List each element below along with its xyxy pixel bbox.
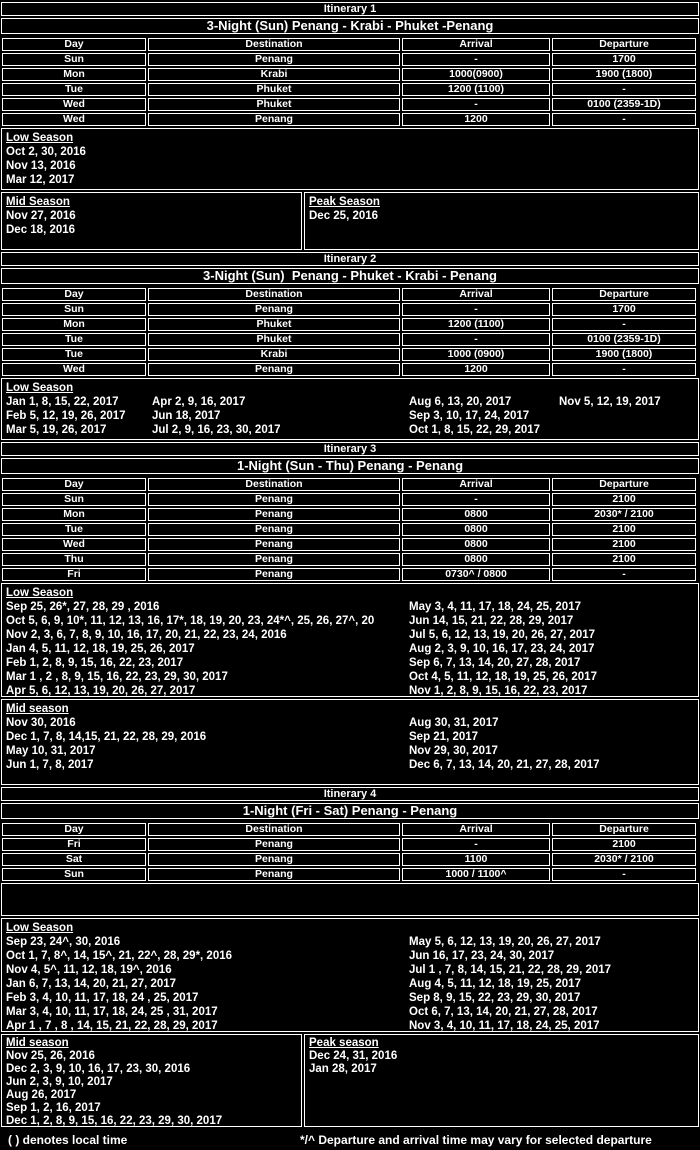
table-row	[2, 568, 696, 581]
peak-season-dates	[309, 209, 380, 223]
column-header-cell: Arrival	[402, 288, 550, 301]
date-line: Nov 27, 2016	[6, 210, 76, 222]
itinerary-2-title: 3-Night (Sun) Penang - Phuket - Krabi - Penang	[1, 268, 699, 284]
date-line: Jan 6, 7, 13, 14, 20, 21, 27, 2017	[6, 978, 177, 990]
low-season-heading: Low Season	[6, 382, 74, 394]
schedule-cell: -	[402, 53, 550, 66]
itinerary-2-bar: Itinerary 2	[1, 252, 699, 266]
itinerary-1-title: 3-Night (Sun) Penang - Krabi - Phuket -Penang	[1, 18, 699, 34]
schedule-cell: Fri	[2, 838, 146, 851]
itinerary-3-title: 1-Night (Sun - Thu) Penang - Penang	[1, 458, 699, 474]
schedule-cell: Wed	[2, 113, 146, 126]
date-line: Dec 6, 7, 13, 14, 20, 21, 27, 28, 2017	[409, 759, 600, 771]
date-line: Oct 1, 7, 8^, 14, 15^, 21, 22^, 28, 29*, 2016	[6, 950, 233, 962]
schedule-cell: -	[552, 318, 696, 331]
itinerary-4-low-season-box	[1, 918, 699, 1032]
footer-departure-note: */^ Departure and arrival time may vary for selected departure	[300, 1133, 652, 1147]
schedule-cell: Sun	[2, 868, 146, 881]
schedule-cell: Wed	[2, 363, 146, 376]
schedule-cell: Penang	[148, 868, 400, 881]
date-line: May 10, 31, 2017	[6, 745, 96, 757]
column-header-cell: Day	[2, 478, 146, 491]
schedule-cell: 0100 (2359-1D)	[552, 98, 696, 111]
date-line: Apr 2, 9, 16, 2017	[152, 396, 246, 408]
date-line: Sep 3, 10, 17, 24, 2017	[409, 410, 530, 422]
schedule-cell: 0730^ / 0800	[402, 568, 550, 581]
table-row	[2, 83, 696, 96]
table-row	[2, 348, 696, 361]
table-row	[2, 508, 696, 521]
itinerary-2-low-season-box	[1, 378, 699, 440]
schedule-cell: Penang	[148, 853, 400, 866]
schedule-cell: Sat	[2, 853, 146, 866]
schedule-cell: -	[402, 303, 550, 316]
schedule-cell: 1000 / 1100^	[402, 868, 550, 881]
date-line: Mar 12, 2017	[6, 174, 75, 186]
date-line: Jan 1, 8, 15, 22, 2017	[6, 396, 119, 408]
table-row	[2, 303, 696, 316]
schedule-cell: Penang	[148, 303, 400, 316]
table-row	[2, 868, 696, 881]
schedule-cell: 1900 (1800)	[552, 68, 696, 81]
table-row	[2, 523, 696, 536]
column-header-cell: Day	[2, 823, 146, 836]
schedule-cell: -	[552, 113, 696, 126]
mid-season-heading: Mid season	[6, 1037, 69, 1049]
schedule-cell: -	[552, 568, 696, 581]
footer	[0, 1129, 700, 1150]
date-line: Jun 2, 3, 9, 10, 2017	[6, 1076, 113, 1088]
date-line: Nov 29, 30, 2017	[409, 745, 498, 757]
schedule-cell: 1200	[402, 113, 550, 126]
column-header-cell: Destination	[148, 478, 400, 491]
schedule-cell: Sun	[2, 303, 146, 316]
date-line: Nov 30, 2016	[6, 717, 76, 729]
itinerary-4-mid-season-box	[1, 1034, 302, 1127]
itinerary-2-low-season-col-2	[152, 395, 281, 437]
schedule-cell: Penang	[148, 53, 400, 66]
date-line: Mar 3, 4, 10, 11, 17, 18, 24, 25 , 31, 2017	[6, 1006, 218, 1018]
date-line: Jun 16, 17, 23, 24, 30, 2017	[409, 950, 555, 962]
itinerary-4-schedule-table	[0, 821, 698, 883]
itinerary-2-low-season-col-3	[409, 395, 540, 437]
itinerary-1-low-season-box	[1, 128, 699, 190]
date-line: Sep 25, 26*, 27, 28, 29 , 2016	[6, 601, 160, 613]
schedule-cell: 0100 (2359-1D)	[552, 333, 696, 346]
table-header-row	[2, 288, 696, 301]
itinerary-2-low-season-col-1	[6, 381, 126, 437]
itinerary-1-mid-season-col	[6, 195, 76, 237]
low-season-heading: Low Season	[6, 922, 74, 934]
schedule-cell: Sun	[2, 493, 146, 506]
column-header-cell: Departure	[552, 478, 696, 491]
peak-season-dates	[309, 1050, 397, 1076]
schedule-cell: 2100	[552, 838, 696, 851]
schedule-cell: Mon	[2, 318, 146, 331]
itinerary-4-empty-box	[1, 883, 699, 916]
table-row	[2, 318, 696, 331]
column-header-cell: Departure	[552, 288, 696, 301]
schedule-cell: Tue	[2, 523, 146, 536]
schedule-cell: Wed	[2, 538, 146, 551]
date-line: Feb 5, 12, 19, 26, 2017	[6, 410, 126, 422]
date-line: Nov 25, 26, 2016	[6, 1050, 95, 1062]
itinerary-3-low-season-box	[1, 583, 699, 697]
itinerary-3-low-season-left-col	[6, 586, 374, 697]
schedule-cell: 1200 (1100)	[402, 83, 550, 96]
table-row	[2, 493, 696, 506]
low-season-dates	[6, 600, 374, 697]
schedule-cell: -	[552, 83, 696, 96]
schedule-cell: Phuket	[148, 333, 400, 346]
column-header-cell: Arrival	[402, 823, 550, 836]
low-season-heading: Low Season	[6, 587, 74, 599]
column-header-cell: Arrival	[402, 38, 550, 51]
itinerary-3-low-season-right-col	[409, 600, 597, 697]
schedule-cell: -	[552, 868, 696, 881]
itinerary-1-schedule-table	[0, 36, 698, 128]
itinerary-1-mid-season-box	[1, 192, 302, 250]
schedule-cell: 2100	[552, 493, 696, 506]
date-line: Jul 1 , 7, 8, 14, 15, 21, 22, 28, 29, 2017	[409, 964, 612, 976]
date-line: Aug 2, 3, 9, 10, 16, 17, 23, 24, 2017	[409, 643, 595, 655]
schedule-cell: -	[552, 363, 696, 376]
itinerary-1-low-season-col	[6, 131, 86, 187]
date-line: Feb 1, 2, 8, 9, 15, 16, 22, 23, 2017	[6, 657, 184, 669]
schedule-cell: Fri	[2, 568, 146, 581]
schedule-cell: 1000 (0900)	[402, 348, 550, 361]
schedule-cell: Penang	[148, 508, 400, 521]
schedule-cell: Mon	[2, 68, 146, 81]
schedule-cell: 2030* / 2100	[552, 508, 696, 521]
schedule-cell: Krabi	[148, 348, 400, 361]
schedule-cell: -	[402, 333, 550, 346]
schedule-cell: Thu	[2, 553, 146, 566]
itinerary-4-low-season-right-col	[409, 935, 611, 1032]
mid-season-heading: Mid Season	[6, 196, 70, 208]
schedule-cell: Penang	[148, 363, 400, 376]
column-header-cell: Destination	[148, 38, 400, 51]
date-line: Aug 4, 5, 11, 12, 18, 19, 25, 2017	[409, 978, 581, 990]
itinerary-3-bar: Itinerary 3	[1, 442, 699, 456]
date-line: Jan 28, 2017	[309, 1063, 377, 1075]
date-line: Sep 21, 2017	[409, 731, 479, 743]
table-header-row	[2, 38, 696, 51]
date-line: Dec 24, 31, 2016	[309, 1050, 398, 1062]
schedule-cell: 0800	[402, 553, 550, 566]
itinerary-2-low-season-col-4	[559, 395, 661, 409]
table-row	[2, 333, 696, 346]
date-line: Dec 2, 3, 9, 10, 16, 17, 23, 30, 2016	[6, 1063, 191, 1075]
itinerary-1-peak-season-box	[304, 192, 699, 250]
schedule-cell: 0800	[402, 508, 550, 521]
itinerary-1-bar: Itinerary 1	[1, 2, 699, 16]
date-line: Oct 5, 6, 9, 10*, 11, 12, 13, 16, 17*, 18, 19, 20, 23, 24*^, 25, 26, 27^, 20	[6, 615, 375, 627]
table-header-row	[2, 478, 696, 491]
schedule-cell: Tue	[2, 83, 146, 96]
date-line: Aug 6, 13, 20, 2017	[409, 396, 512, 408]
peak-season-heading: Peak Season	[309, 196, 380, 208]
itinerary-3-mid-season-box	[1, 699, 699, 785]
date-line: Aug 26, 2017	[6, 1089, 77, 1101]
table-header-row	[2, 823, 696, 836]
schedule-cell: Penang	[148, 113, 400, 126]
itinerary-3-mid-season-left-col	[6, 702, 206, 772]
schedule-cell: Phuket	[148, 83, 400, 96]
date-line: Nov 3, 4, 10, 11, 17, 18, 24, 25, 2017	[409, 1020, 600, 1032]
schedule-cell: 2100	[552, 538, 696, 551]
itinerary-3-mid-season-right-col	[409, 716, 600, 772]
column-header-cell: Departure	[552, 823, 696, 836]
schedule-cell: Krabi	[148, 68, 400, 81]
schedule-cell: Mon	[2, 508, 146, 521]
table-row	[2, 113, 696, 126]
date-line: Mar 1 , 2 , 8, 9, 15, 16, 22, 23, 29, 30, 2017	[6, 671, 228, 683]
footer-local-time-note: ( ) denotes local time	[8, 1133, 128, 1147]
date-line: Dec 1, 7, 8, 14,15, 21, 22, 28, 29, 2016	[6, 731, 207, 743]
schedule-cell: 2100	[552, 523, 696, 536]
schedule-cell: -	[402, 838, 550, 851]
low-season-dates	[6, 935, 232, 1032]
schedule-cell: 2100	[552, 553, 696, 566]
itinerary-4-low-season-left-col	[6, 921, 232, 1032]
date-line: Jan 4, 5, 11, 12, 18, 19, 25, 26, 2017	[6, 643, 195, 655]
date-line: Jun 1, 7, 8, 2017	[6, 759, 94, 771]
schedule-cell: Penang	[148, 568, 400, 581]
column-header-cell: Destination	[148, 823, 400, 836]
schedule-cell: Sun	[2, 53, 146, 66]
date-line: Nov 1, 2, 8, 9, 15, 16, 22, 23, 2017	[409, 685, 588, 697]
table-row	[2, 98, 696, 111]
schedule-cell: 0800	[402, 523, 550, 536]
mid-season-dates	[6, 209, 76, 237]
schedule-cell: 2030* / 2100	[552, 853, 696, 866]
schedule-cell: 1200	[402, 363, 550, 376]
column-header-cell: Departure	[552, 38, 696, 51]
date-line: Aug 30, 31, 2017	[409, 717, 499, 729]
mid-season-dates	[6, 1050, 222, 1127]
date-line: Oct 6, 7, 13, 14, 20, 21, 27, 28, 2017	[409, 1006, 598, 1018]
date-line: May 3, 4, 11, 17, 18, 24, 25, 2017	[409, 601, 581, 613]
itinerary-4-mid-peak-row	[1, 1034, 699, 1127]
date-line: Oct 2, 30, 2016	[6, 146, 86, 158]
date-line: Apr 1 , 7 , 8 , 14, 15, 21, 22, 28, 29, 2017	[6, 1020, 218, 1032]
schedule-cell: Tue	[2, 348, 146, 361]
schedule-cell: -	[402, 493, 550, 506]
schedule-cell: -	[402, 98, 550, 111]
schedule-cell: 1700	[552, 53, 696, 66]
schedule-cell: 1900 (1800)	[552, 348, 696, 361]
date-line: Jul 5, 6, 12, 13, 19, 20, 26, 27, 2017	[409, 629, 596, 641]
schedule-cell: Penang	[148, 553, 400, 566]
low-season-heading: Low Season	[6, 132, 74, 144]
schedule-cell: 1200 (1100)	[402, 318, 550, 331]
date-line: Sep 23, 24^, 30, 2016	[6, 936, 121, 948]
schedule-cell: 1700	[552, 303, 696, 316]
date-line: Oct 1, 8, 15, 22, 29, 2017	[409, 424, 541, 436]
low-season-dates	[6, 395, 126, 437]
date-line: Mar 5, 19, 26, 2017	[6, 424, 107, 436]
date-line: Nov 2, 3, 6, 7, 8, 9, 10, 16, 17, 20, 21, 22, 23, 24, 2016	[6, 629, 287, 641]
itinerary-4-title: 1-Night (Fri - Sat) Penang - Penang	[1, 803, 699, 819]
itinerary-4-mid-season-col	[6, 1037, 222, 1127]
table-row	[2, 553, 696, 566]
schedule-cell: Penang	[148, 523, 400, 536]
schedule-cell: 1000(0900)	[402, 68, 550, 81]
mid-season-heading: Mid season	[6, 703, 69, 715]
date-line: Dec 25, 2016	[309, 210, 379, 222]
table-row	[2, 68, 696, 81]
schedule-cell: Phuket	[148, 98, 400, 111]
date-line: Sep 1, 2, 16, 2017	[6, 1102, 101, 1114]
schedule-cell: 0800	[402, 538, 550, 551]
date-line: Apr 5, 6, 12, 13, 19, 20, 26, 27, 2017	[6, 685, 196, 697]
itinerary-4-bar: Itinerary 4	[1, 787, 699, 801]
itinerary-3-schedule-table	[0, 476, 698, 583]
schedule-cell: Wed	[2, 98, 146, 111]
date-line: Sep 8, 9, 15, 22, 23, 29, 30, 2017	[409, 992, 581, 1004]
column-header-cell: Day	[2, 288, 146, 301]
table-row	[2, 838, 696, 851]
itinerary-1-peak-season-col	[309, 195, 380, 223]
date-line: Feb 3, 4, 10, 11, 17, 18, 24 , 25, 2017	[6, 992, 199, 1004]
date-line: Nov 4, 5^, 11, 12, 18, 19^, 2016	[6, 964, 172, 976]
peak-season-heading: Peak season	[309, 1037, 379, 1049]
itinerary-2-schedule-table	[0, 286, 698, 378]
date-line: Dec 1, 2, 8, 9, 15, 16, 22, 23, 29, 30, 2017	[6, 1115, 223, 1127]
date-line: May 5, 6, 12, 13, 19, 20, 26, 27, 2017	[409, 936, 601, 948]
date-line: Dec 18, 2016	[6, 224, 76, 236]
table-row	[2, 53, 696, 66]
itinerary-4-peak-season-col	[309, 1037, 397, 1076]
column-header-cell: Destination	[148, 288, 400, 301]
itinerary-4-peak-season-box	[304, 1034, 699, 1127]
date-line: Jul 2, 9, 16, 23, 30, 2017	[152, 424, 281, 436]
itinerary-1-mid-peak-row	[1, 192, 699, 250]
schedule-cell: Tue	[2, 333, 146, 346]
column-header-cell: Day	[2, 38, 146, 51]
schedule-cell: 1100	[402, 853, 550, 866]
schedule-cell: Phuket	[148, 318, 400, 331]
schedule-cell: Penang	[148, 538, 400, 551]
schedule-cell: Penang	[148, 838, 400, 851]
date-line: Oct 4, 5, 11, 12, 18, 19, 25, 26, 2017	[409, 671, 597, 683]
column-header-cell: Arrival	[402, 478, 550, 491]
date-line: Jun 18, 2017	[152, 410, 221, 422]
table-row	[2, 853, 696, 866]
mid-season-dates	[6, 716, 206, 772]
schedule-cell: Penang	[148, 493, 400, 506]
table-row	[2, 538, 696, 551]
date-line: Sep 6, 7, 13, 14, 20, 27, 28, 2017	[409, 657, 581, 669]
low-season-dates	[6, 145, 86, 187]
date-line: Nov 13, 2016	[6, 160, 76, 172]
date-line: Jun 14, 15, 21, 22, 28, 29, 2017	[409, 615, 574, 627]
date-line: Nov 5, 12, 19, 2017	[559, 396, 661, 408]
table-row	[2, 363, 696, 376]
